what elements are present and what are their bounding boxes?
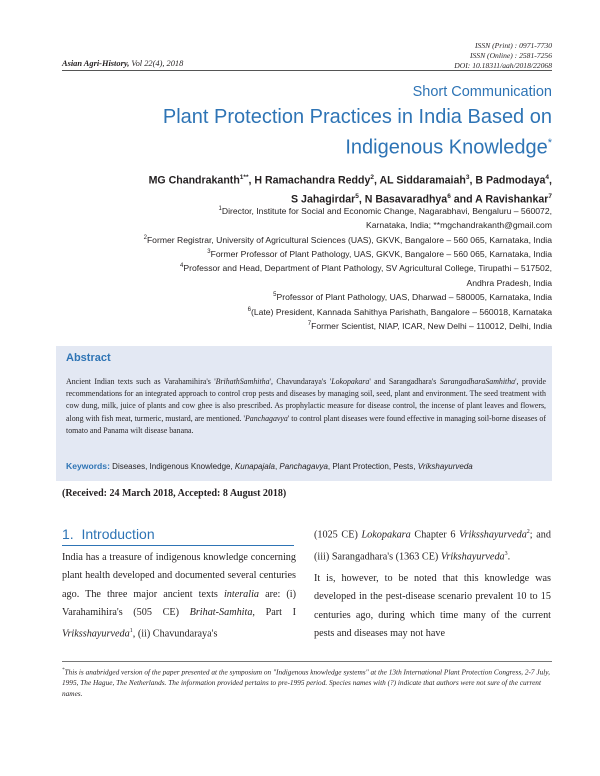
affiliation-mark: 3 xyxy=(207,249,211,256)
title-text: Plant Protection Practices in India Based on Indigenous Knowledge xyxy=(162,106,552,159)
issn-block xyxy=(454,41,552,72)
abstract-italic: BrihathSamhitha xyxy=(215,377,270,386)
text-seg: (1025 CE) xyxy=(314,529,362,541)
text-seg: ; and (iii) Sarangadhara's (1363 CE) xyxy=(314,529,551,563)
abstract-seg: ' to control plant diseases were found effective in managing soil-borne diseases of tomato and Panama wilt disease banana. xyxy=(66,413,546,435)
citation-mark: 1 xyxy=(129,628,133,635)
issn-print: ISSN (Print) : 0971-7730 xyxy=(475,41,552,50)
affiliation-line xyxy=(112,203,552,217)
keyword-italic: Panchagavya xyxy=(279,462,328,471)
section-title: Introduction xyxy=(81,526,155,542)
abstract-heading: Abstract xyxy=(66,352,111,364)
title-footnote-mark: * xyxy=(547,137,552,149)
text-seg: . xyxy=(507,551,511,563)
journal-name: Asian Agri-History, xyxy=(62,59,130,68)
article-type: Short Communication xyxy=(412,84,552,100)
author-affil-mark: 5 xyxy=(355,192,359,200)
abstract-italic: SarangadharaSamhitha xyxy=(439,377,516,386)
citation-mark: 3 xyxy=(504,550,508,557)
text-seg: are: (i) Varahamihira's (505 CE) xyxy=(62,588,296,618)
affiliation-text: Professor and Head, Department of Plant Pathology, SV Agricultural College, Tirupathi – 517502, xyxy=(183,263,552,274)
affiliation-text: Former Professor of Plant Pathology, UAS, GKVK, Bangalore – 560 065, Karnataka, India xyxy=(210,248,552,259)
keyword-seg: Diseases, Indigenous Knowledge, xyxy=(112,462,235,471)
keywords-label: Keywords: xyxy=(66,461,110,471)
journal-citation xyxy=(62,59,183,68)
abstract-seg: ', provide recommendations for an integrated approach to control crop pests and diseases by managing soil, seed, plant and environment. The seed treatment with cow dung, milk, juice of plants and cow ghee is also prescribed. As prophylactic measure for disease control, the incense of plant leaves and flowers, along with fish meat, turmeric, mustard, are mentioned. ' xyxy=(66,377,547,423)
text-italic: interalia xyxy=(223,588,260,600)
author-name: MG Chandrakanth xyxy=(148,174,240,187)
author-affil-mark: 4 xyxy=(545,174,550,181)
affiliation-mark: 4 xyxy=(180,263,184,270)
affiliation-line xyxy=(112,275,552,289)
affiliation-mark: 7 xyxy=(307,320,312,327)
intro-paragraph-1-cont xyxy=(314,523,551,566)
author-affil-mark: 1** xyxy=(239,174,249,181)
text-seg: , (ii) Chavundaraya's xyxy=(132,628,218,640)
received-dates: (Received: 24 March 2018, Accepted: 8 August 2018) xyxy=(62,488,287,499)
text-italic: Brihat-Samhita xyxy=(189,606,253,618)
text-seg: Chapter 6 xyxy=(410,529,460,541)
author-name: B Padmodaya xyxy=(475,174,546,187)
text-seg: India has a treasure of indigenous knowledge concerning plant health developed and documented several centuries ago. The three major ancient texts xyxy=(62,552,296,600)
abstract-italic: Lokopakara xyxy=(331,377,370,386)
author-affil-mark: 6 xyxy=(447,192,451,200)
section-heading xyxy=(62,526,155,542)
author-name: S Jahagirdar xyxy=(291,193,356,206)
affiliation-mark: 1 xyxy=(218,206,222,212)
journal-issue: Vol 22(4), 2018 xyxy=(131,59,184,68)
text-italic: Lokopakara xyxy=(361,529,411,541)
keyword-seg: , Plant Protection, Pests, xyxy=(327,462,418,471)
affiliation-line xyxy=(112,260,552,274)
author-name: H Ramachandra Reddy xyxy=(254,174,371,187)
author-list: MG Chandrakanth$^{1**}$, H Ramachandra Reddy$^2$, AL Siddaramaiah$^3$, B Padmodaya$^4$, S Jahagirdar$^5$, N Basavaradhya$^6$ and A Ravishankar$^7$ xyxy=(148,174,552,206)
affiliation-line xyxy=(112,232,552,246)
header-rule xyxy=(62,70,552,71)
author-affil-mark: 7 xyxy=(548,192,552,200)
affiliation-text: (Late) President, Kannada Sahithya Parishath, Bangalore – 560018, Karnataka xyxy=(251,306,552,317)
footnote xyxy=(62,666,552,699)
abstract-seg: ' and Sarangadhara's xyxy=(369,377,440,386)
text-italic: Vriksshayurveda xyxy=(459,529,527,541)
keywords xyxy=(66,461,546,471)
text-italic: Vrikshayurveda xyxy=(440,551,505,563)
author-name: N Basavaradhya xyxy=(364,193,448,206)
affiliation-line xyxy=(112,304,552,318)
keyword-italic: Vrikshayurveda xyxy=(417,462,473,471)
section-number: 1. xyxy=(62,526,74,542)
abstract-seg: ', Chavundaraya's ' xyxy=(269,377,332,386)
text-italic: Vriksshayurveda xyxy=(62,628,130,640)
section-rule xyxy=(62,545,294,546)
affiliation-text: Karnataka, India; **mgchandrakanth@gmail.com xyxy=(366,220,552,231)
abstract-italic: Panchagavya xyxy=(244,413,288,423)
footnote-mark: * xyxy=(62,668,65,673)
doi: DOI: 10.18311/aah/2018/22068 xyxy=(454,61,552,71)
abstract-text xyxy=(66,376,546,437)
keyword-seg: , xyxy=(274,462,280,471)
text-seg: , Part I xyxy=(252,606,296,618)
affiliation-mark: 2 xyxy=(143,234,147,241)
affiliation-line xyxy=(112,289,552,303)
intro-paragraph-2: It is, however, to be noted that this knowledge was developed in the pest-disease scenario prevalent 10 to 15 centuries ago, during which time many of the current pests and diseases may not have xyxy=(314,573,551,639)
affiliation-line xyxy=(112,217,552,231)
affiliation-text: Andhra Pradesh, India xyxy=(466,277,552,288)
abstract-seg: Ancient Indian texts such as Varahamihira's ' xyxy=(66,377,216,386)
affiliation-text: Former Scientist, NIAP, ICAR, New Delhi – 110012, Delhi, India xyxy=(311,320,552,331)
affiliation-line xyxy=(112,318,552,332)
affiliation-text: Director, Institute for Social and Economic Change, Nagarabhavi, Bengaluru – 560072, xyxy=(221,205,552,216)
affiliation-mark: 6 xyxy=(247,306,251,313)
footnote-text: This is anabridged version of the paper presented at the symposium on "Indigenous knowledge systems" at the 13th International Plant Protection Congress, 2-7 July, 1995, The Hague, The Netherlands. The information provided pertains to pre-1995 period. Species names with (?) indicate that authors were not sure of the current names. xyxy=(62,667,550,698)
affiliation-text: Professor of Plant Pathology, UAS, Dharwad – 580005, Karnataka, India xyxy=(276,292,552,303)
article-title xyxy=(132,104,552,161)
affiliation-line xyxy=(112,246,552,260)
affiliation-list xyxy=(112,203,552,332)
author-affil-mark: 2 xyxy=(370,174,374,181)
affiliation-text: Former Registrar, University of Agricultural Sciences (UAS), GKVK, Bangalore – 560 065, Karnataka, India xyxy=(146,234,552,245)
author-name: AL Siddaramaiah xyxy=(379,174,466,187)
keyword-italic: Kunapajala xyxy=(234,462,275,471)
author-name: A Ravishankar xyxy=(475,193,549,206)
author-affil-mark: 3 xyxy=(465,174,470,181)
affiliation-mark: 5 xyxy=(273,292,277,299)
footnote-rule xyxy=(62,661,552,662)
issn-online: ISSN (Online) : 2581-7256 xyxy=(469,51,552,61)
intro-paragraph-1 xyxy=(62,549,296,644)
citation-mark: 2 xyxy=(526,529,530,535)
